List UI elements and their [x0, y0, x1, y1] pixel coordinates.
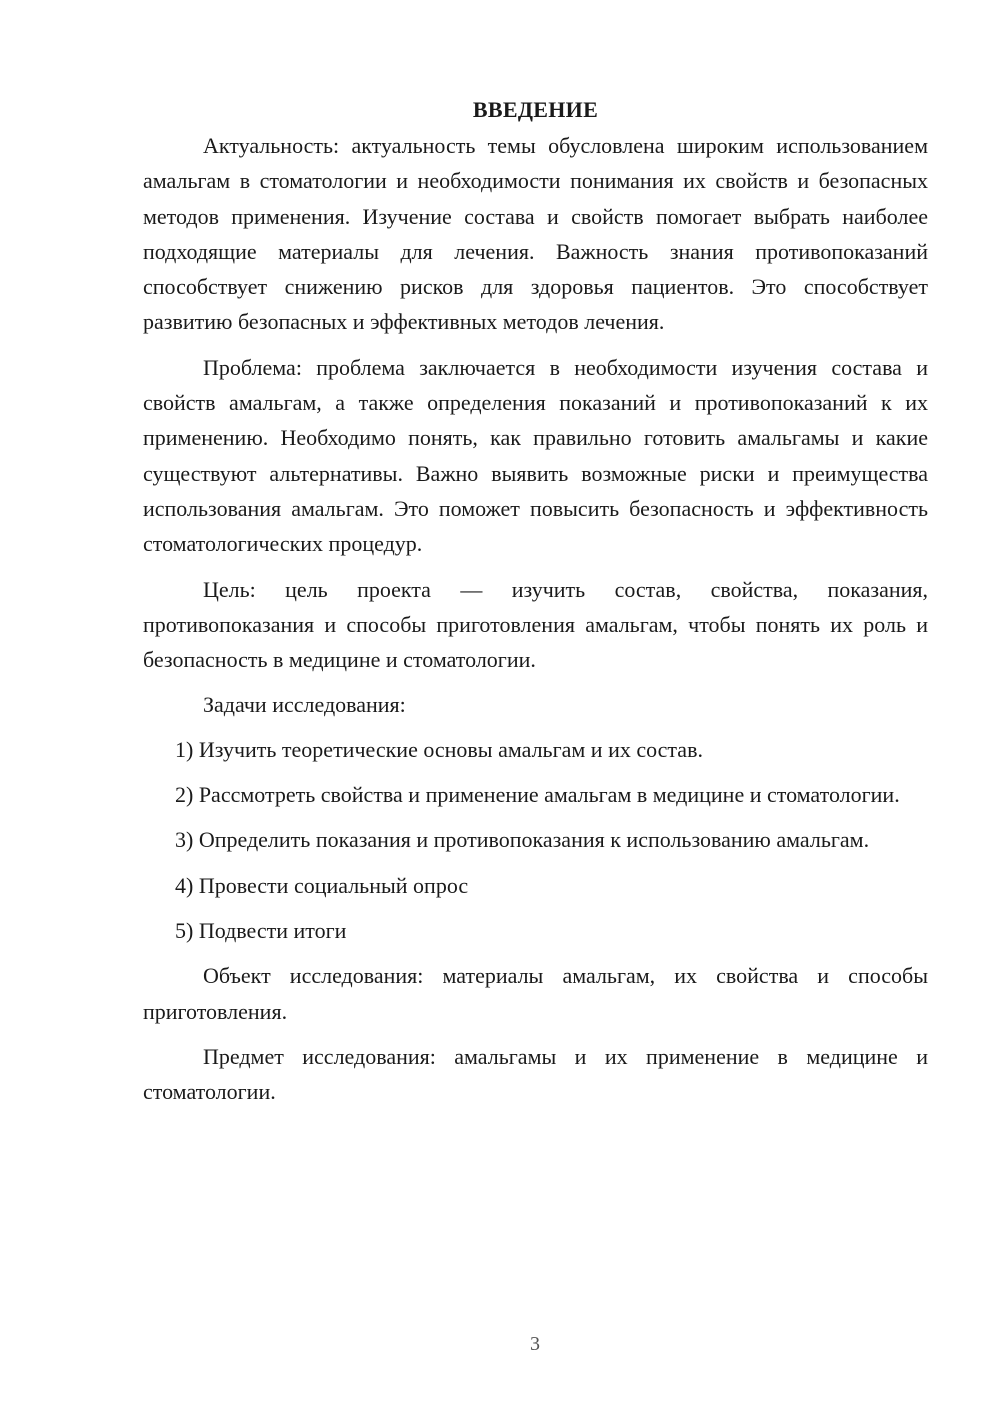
paragraph-problem: Проблема: проблема заключается в необходимости изучения состава и свойств амальгам, а также определения показаний и противопоказаний к их применению. Необходимо понять, как правильно готовить амальгамы и какие существуют альтернативы. Важно выявить возможные риски и преимущества использования амальгам. Это поможет повысить безопасность и эффективность стоматологических процедур.: [143, 354, 928, 557]
paragraph-subject: Предмет исследования: амальгамы и их применение в медицине и стоматологии.: [143, 1043, 928, 1105]
document-title: ВВЕДЕНИЕ: [472, 97, 599, 122]
page-number: 3: [530, 1333, 540, 1355]
task-item-5: 5) Подвести итоги: [175, 917, 347, 943]
task-item-1: 1) Изучить теоретические основы амальгам и их состав.: [175, 736, 703, 762]
document-page: [143, 92, 928, 1109]
tasks-heading: Задачи исследования:: [203, 692, 406, 718]
paragraph-goal: Цель: цель проекта — изучить состав, свойства, показания, противопоказания и способы приготовления амальгам, чтобы понять их роль и безопасность в медицине и стоматологии.: [143, 576, 928, 673]
task-item-4: 4) Провести социальный опрос: [175, 872, 469, 898]
paragraph-relevance: Актуальность: актуальность темы обусловлена широким использованием амальгам в стоматологии и необходимости понимания их свойств и безопасных методов применения. Изучение состава и свойств помогает выбрать наиболее подходящие материалы для лечения. Важность знания противопоказаний способствует снижению рисков для здоровья пациентов. Это способствует развитию безопасных и эффективных методов лечения.: [143, 133, 928, 335]
task-item-2: 2) Рассмотреть свойства и применение амальгам в медицине и стоматологии.: [175, 782, 900, 808]
paragraph-object: Объект исследования: материалы амальгам, их свойства и способы приготовления.: [143, 963, 928, 1024]
task-item-3: 3) Определить показания и противопоказания к использованию амальгам.: [175, 827, 870, 853]
